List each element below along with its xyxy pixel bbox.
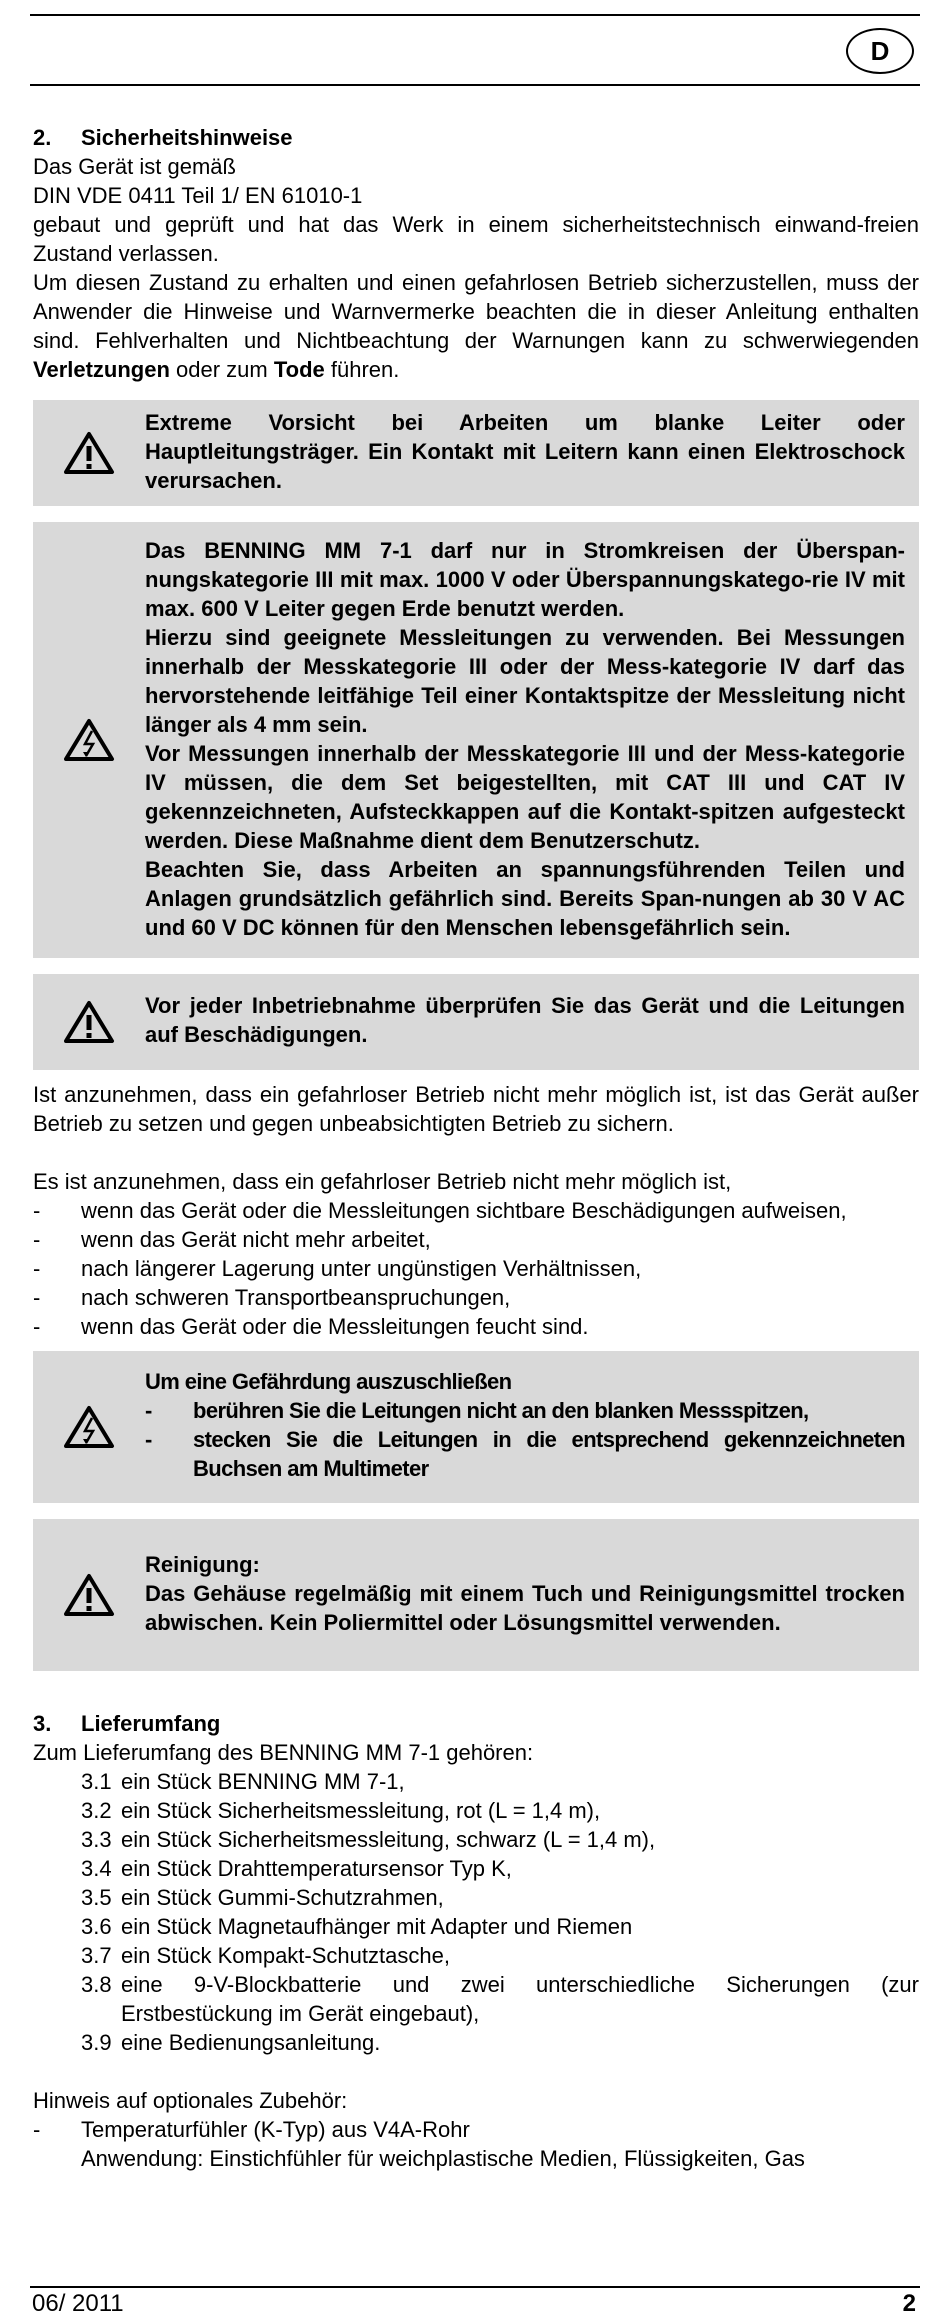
list-item: - wenn das Gerät oder die Messleitungen sichtbare Beschädigungen aufweisen, — [33, 1198, 847, 1223]
warning-text-3: Vor jeder Inbetriebnahme überprüfen Sie das Gerät und die Leitungen auf Beschädigungen. — [145, 993, 905, 1047]
warning-triangle-icon — [63, 1000, 115, 1044]
footer-date: 06/ 2011 — [32, 2290, 124, 2317]
accessory-use: Anwendung: Einstichfühler für weichplastische Medien, Flüssigkeiten, Gas — [81, 2146, 805, 2171]
warning-text-4: Um eine Gefährdung auszuschließen - berühren Sie die Leitungen nicht an den blanken Messspitzen, - stecken Sie die Leitungen in die entsprechend gekennzeichneten Buchsen am Multimeter — [145, 1369, 905, 1481]
high-voltage-icon — [63, 1405, 115, 1449]
list-item: - Temperaturfühler (K-Typ) aus V4A-Rohr — [33, 2117, 470, 2142]
warning-box-3 — [33, 974, 919, 1070]
list-item: 3.9 eine Bedienungsanleitung. — [81, 2030, 381, 2055]
warning-box-1 — [33, 400, 919, 506]
operation-paragraph: Ist anzunehmen, dass ein gefahrloser Betrieb nicht mehr möglich ist, ist das Gerät außer Betrieb zu setzen und gegen unbeabsichtigten Betrieb zu sichern. — [33, 1082, 919, 1136]
footer-rule — [30, 2286, 920, 2288]
warning-text-2: Das BENNING MM 7-1 darf nur in Stromkreisen der Überspan-nungskategorie III mit max. 1000 V oder Überspannungskatego-rie IV mit max. 600 V Leiter gegen Erde benutzt werden. Hierzu sind geeignete Messleitungen zu verwenden. Bei Messungen innerhalb der Messkategorie III oder der Mess-kategorie IV darf das hervorstehende leitfähige Teil einer Kontaktspitze der Messleitung nicht länger als 4 mm sein. Vor Messungen innerhalb der Messkategorie III und der Mess-kategorie IV müssen, die dem Set beigestellten, mit CAT III und CAT IV gekennzeichneten, Aufsteckkappen auf die Kontakt-spitzen aufgesteckt werden. Diese Maßnahme dient dem Benutzerschutz. Beachten Sie, dass Arbeiten an spannungsführenden Teilen und Anlagen grundsätzlich gefährlich sind. Bereits Span-nungen ab 30 V AC und 60 V DC können für den Menschen lebensgefährlich sein. — [145, 538, 905, 940]
list-item: 3.6 ein Stück Magnetaufhänger mit Adapter und Riemen — [81, 1914, 633, 1939]
intro-line-3: gebaut und geprüft und hat das Werk in einem sicherheitstechnisch einwand-freien Zustand verlassen. — [33, 212, 919, 266]
intro-line-2: DIN VDE 0411 Teil 1/ EN 61010-1 — [33, 183, 363, 208]
list-item: 3.3 ein Stück Sicherheitsmessleitung, schwarz (L = 1,4 m), — [81, 1827, 656, 1852]
warning-box-2 — [33, 522, 919, 958]
list-item: 3.8 eine 9-V-Blockbatterie und zwei unterschiedliche Sicherungen (zur Erstbestückung im Gerät eingebaut), — [81, 1972, 919, 2026]
high-voltage-icon — [63, 718, 115, 762]
warning-triangle-icon — [63, 1573, 115, 1617]
delivery-intro: Zum Lieferumfang des BENNING MM 7-1 gehören: — [33, 1740, 534, 1765]
delivery-list — [33, 1767, 919, 2057]
conditions-intro: Es ist anzunehmen, dass ein gefahrloser Betrieb nicht mehr möglich ist, — [33, 1169, 732, 1194]
list-item: - berühren Sie die Leitungen nicht an den blanken Messspitzen, — [145, 1398, 809, 1423]
warning-triangle-icon — [63, 431, 115, 475]
section-2-heading: 2. Sicherheitshinweise — [33, 125, 293, 150]
page-number: 2 — [902, 2290, 916, 2317]
accessory-list — [33, 2115, 919, 2144]
list-item: - nach schweren Transportbeanspruchungen, — [33, 1285, 511, 1310]
list-item: 3.5 ein Stück Gummi-Schutzrahmen, — [81, 1885, 444, 1910]
header-rule — [30, 84, 920, 86]
section-3-heading: 3. Lieferumfang — [33, 1711, 221, 1736]
list-item: 3.4 ein Stück Drahttemperatursensor Typ K, — [81, 1856, 512, 1881]
top-rule — [30, 14, 920, 16]
intro-line-1: Das Gerät ist gemäß — [33, 154, 236, 179]
conditions-list — [33, 1196, 919, 1341]
list-item: - nach längerer Lagerung unter ungünstigen Verhältnissen, — [33, 1256, 642, 1281]
warning-box-5 — [33, 1519, 919, 1671]
list-item: 3.7 ein Stück Kompakt-Schutztasche, — [81, 1943, 450, 1968]
accessory-intro: Hinweis auf optionales Zubehör: — [33, 2088, 348, 2113]
language-badge: D — [846, 28, 914, 74]
warning-text-5: Reinigung: Das Gehäuse regelmäßig mit einem Tuch und Reinigungsmittel trocken abwischen. Kein Poliermittel oder Lösungsmittel verwenden. — [145, 1551, 905, 1635]
content — [33, 123, 919, 2173]
list-item: 3.2 ein Stück Sicherheitsmessleitung, rot (L = 1,4 m), — [81, 1798, 601, 1823]
safety-paragraph: Um diesen Zustand zu erhalten und einen gefahrlosen Betrieb sicherzustellen, muss der Anwender die Hinweise und Warnvermerke beachten die in dieser Anleitung enthalten sind. Fehlverhalten und Nichtbeachtung der Warnungen kann zu schwerwiegenden Verletzungen oder zum Tode führen. — [33, 270, 919, 382]
warning-box-4 — [33, 1351, 919, 1503]
list-item: - wenn das Gerät nicht mehr arbeitet, — [33, 1227, 431, 1252]
list-item: - stecken Sie die Leitungen in die entsprechend gekennzeichneten Buchsen am Multimeter — [145, 1427, 905, 1481]
list-item: 3.1 ein Stück BENNING MM 7-1, — [81, 1769, 405, 1794]
warning-text-1: Extreme Vorsicht bei Arbeiten um blanke Leiter oder Hauptleitungsträger. Ein Kontakt mit Leitern kann einen Elektroschock verursachen. — [145, 409, 905, 493]
list-item: - wenn das Gerät oder die Messleitungen feucht sind. — [33, 1314, 589, 1339]
